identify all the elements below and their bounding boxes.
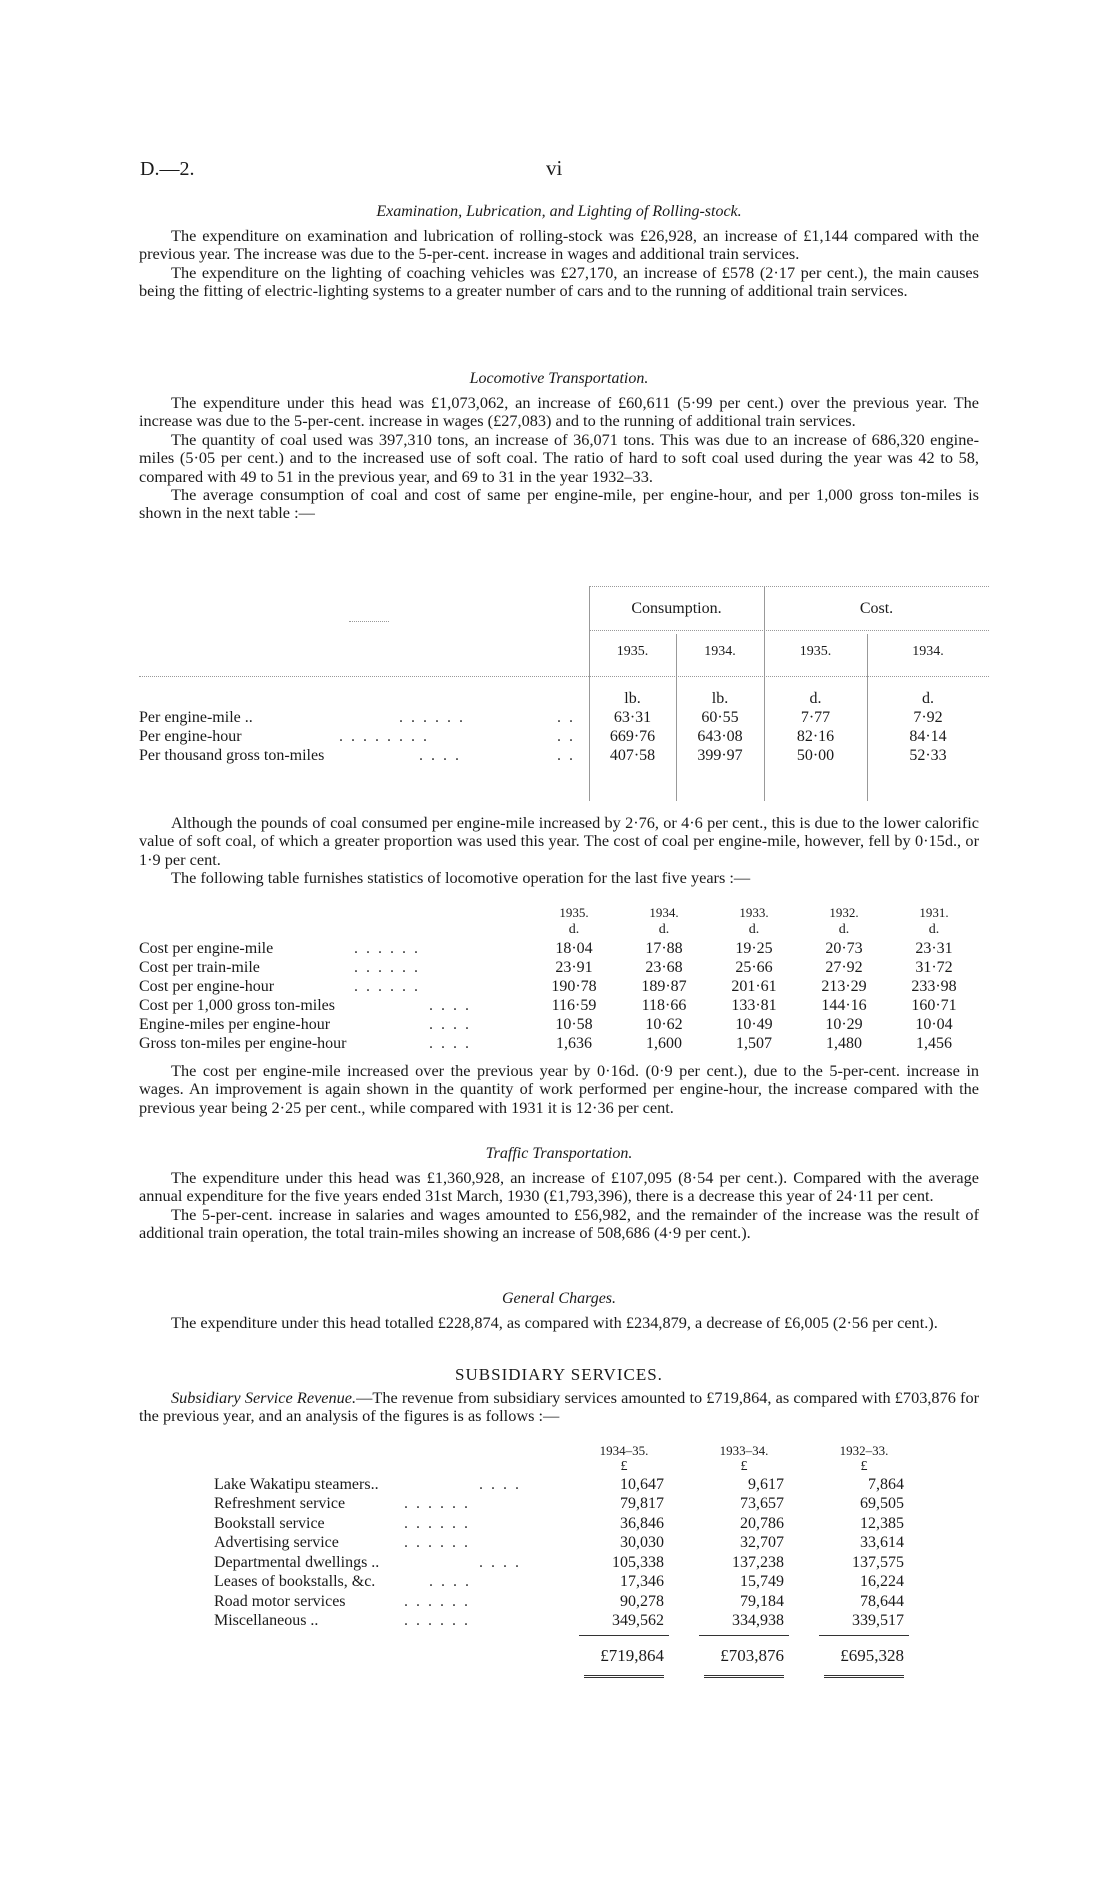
value-cell: 189·87	[641, 978, 687, 995]
dot-leader: . . . .	[429, 1035, 471, 1052]
section-rolling-stock	[139, 203, 979, 301]
value-cell: 12,385	[860, 1515, 904, 1532]
dot-leader: . . . . . .	[404, 1593, 470, 1610]
value-cell: 233·98	[911, 978, 957, 995]
year-header: 1931.	[919, 905, 949, 920]
unit-label: d.	[838, 922, 850, 937]
value-cell: 190·78	[551, 978, 597, 995]
unit-label: £	[740, 1459, 748, 1474]
value-cell: 36,846	[620, 1515, 664, 1532]
value-cell: 90,278	[620, 1593, 664, 1610]
dot-leader: . . . . . .	[354, 940, 420, 957]
value-cell: 116·59	[551, 997, 597, 1014]
locomotive-commentary	[139, 814, 979, 888]
value-cell: 399·97	[697, 747, 743, 764]
total-value: £703,876	[720, 1646, 784, 1665]
dot-leader: . . . .	[479, 1476, 521, 1493]
unit-label: d.	[809, 690, 822, 707]
dot-leader: . . . .	[429, 1016, 471, 1033]
value-cell: 79,817	[620, 1495, 664, 1512]
value-cell: 23·68	[645, 959, 683, 976]
dot-leader: . . . . . .	[404, 1495, 470, 1512]
dot-leader: . . . . . .	[354, 959, 420, 976]
year-header: 1935.	[616, 644, 649, 659]
value-cell: 63·31	[613, 709, 652, 726]
value-cell: 15,749	[740, 1573, 784, 1590]
dot-leader: . . . .	[429, 1573, 471, 1590]
value-cell: 1,456	[916, 1035, 952, 1052]
value-cell: 407·58	[609, 747, 656, 764]
double-rule	[584, 1675, 664, 1678]
section-general-charges	[139, 1290, 979, 1332]
value-cell: 643·08	[697, 728, 743, 745]
value-cell: 78,644	[860, 1593, 904, 1610]
paragraph: The expenditure on the lighting of coaching vehicles was £27,170, an increase of £578 (2·17 per cent.), the main causes being the fitting of electric-lighting systems to a greater number of cars and to the running of additional train services.	[139, 262, 979, 301]
consumption-group-header: Consumption.	[631, 600, 722, 617]
dot-leader: . .	[557, 728, 575, 745]
unit-label: d.	[568, 922, 580, 937]
value-cell: 84·14	[909, 728, 947, 745]
value-cell: 33,614	[860, 1534, 904, 1551]
value-cell: 133·81	[731, 997, 777, 1014]
paragraph	[139, 1389, 979, 1426]
dot-leader: . . . .	[419, 747, 461, 764]
total-rule	[579, 1635, 669, 1636]
value-cell: 10·62	[645, 1016, 683, 1033]
row-label: Advertising service	[214, 1534, 339, 1551]
row-label: Per thousand gross ton-miles	[139, 747, 325, 764]
row-label: Miscellaneous ..	[214, 1612, 319, 1629]
double-rule	[704, 1675, 784, 1678]
dot-leader: . . . .	[479, 1554, 521, 1571]
paragraph: Although the pounds of coal consumed per engine-mile increased by 2·76, or 4·6 per cent., this is due to the lower calorific value of soft coal, of which a greater proportion was used this year. The cost of coal per engine-mile, however, fell by 0·15d., or 1·9 per cent.	[139, 813, 979, 869]
value-cell: 16,224	[860, 1573, 904, 1590]
dot-leader: . . . . . . . .	[339, 728, 429, 745]
value-cell: 32,707	[740, 1534, 784, 1551]
total-value: £719,864	[600, 1646, 664, 1665]
unit-label: d.	[922, 690, 934, 707]
dot-leader: . . . . . .	[354, 978, 420, 995]
coal-consumption-table	[139, 586, 979, 816]
value-cell: 79,184	[740, 1593, 784, 1610]
dot-leader: . . . . . .	[404, 1515, 470, 1532]
section-subsidiary-services	[139, 1365, 979, 1426]
unit-label: d.	[928, 922, 940, 937]
row-label: Gross ton-miles per engine-hour	[139, 1035, 347, 1052]
value-cell: 1,600	[646, 1035, 682, 1052]
total-value: £695,328	[840, 1646, 904, 1665]
row-label: Per engine-mile ..	[139, 709, 253, 726]
value-cell: 19·25	[735, 940, 773, 957]
paragraph: The 5-per-cent. increase in salaries and wages amounted to £56,982, and the remainder of the increase was the result of additional train operation, the total train-miles showing an increase of 508,686 (4·9 per cent.).	[139, 1204, 979, 1243]
value-cell: 30,030	[620, 1534, 664, 1551]
value-cell: 73,657	[740, 1495, 784, 1512]
value-cell: 1,507	[736, 1035, 772, 1052]
value-cell: 105,338	[612, 1554, 664, 1571]
year-header: 1935.	[799, 644, 832, 659]
value-cell: 213·29	[821, 978, 867, 995]
dot-leader: . . . . . .	[404, 1612, 470, 1629]
dot-leader: . . . . . .	[404, 1534, 470, 1551]
section-heading: Locomotive Transportation.	[469, 370, 649, 387]
lead-phrase: Subsidiary Service Revenue.	[171, 1388, 357, 1407]
value-cell: 52·33	[909, 747, 947, 764]
paragraph-text: —The revenue from subsidiary services amounted to £719,864, as compared with £703,876 for the previous year, and an analysis of the figures is as follows :—	[139, 1388, 980, 1426]
value-cell: 7,864	[868, 1476, 904, 1493]
value-cell: 31·72	[915, 959, 953, 976]
value-cell: 10·29	[825, 1016, 863, 1033]
value-cell: 118·66	[641, 997, 687, 1014]
row-label: Cost per engine-mile	[139, 940, 274, 957]
value-cell: 201·61	[731, 978, 777, 995]
year-header: 1933–34.	[719, 1443, 769, 1458]
value-cell: 669·76	[609, 728, 656, 745]
dot-leader: . .	[557, 709, 575, 726]
row-label: Leases of bookstalls, &c.	[214, 1573, 376, 1590]
unit-label: lb.	[711, 690, 729, 707]
value-cell: 82·16	[796, 728, 835, 745]
value-cell: 10·04	[915, 1016, 953, 1033]
paragraph: The cost per engine-mile increased over the previous year by 0·16d. (0·9 per cent.), due to the 5-per-cent. increase in wages. An improvement is again shown in the quantity of work performed per engine-hour, the increase compared with the previous year being 2·25 per cent., while compared with 1931 it is 12·36 per cent.	[139, 1061, 979, 1117]
value-cell: 339,517	[852, 1612, 904, 1629]
year-header: 1934.	[649, 905, 679, 920]
document-code: D.—2.	[140, 158, 195, 180]
year-header: 1934–35.	[599, 1443, 649, 1458]
value-cell: 7·92	[913, 709, 943, 726]
value-cell: 10,647	[620, 1476, 664, 1493]
unit-label: d.	[748, 922, 760, 937]
year-header: 1934.	[912, 644, 944, 659]
section-heading: Examination, Lubrication, and Lighting of Rolling-stock.	[376, 203, 742, 220]
row-label: Cost per 1,000 gross ton-miles	[139, 997, 335, 1014]
year-header: 1934.	[704, 644, 736, 659]
value-cell: 137,238	[732, 1554, 784, 1571]
total-rule	[699, 1635, 789, 1636]
paragraph: The expenditure under this head totalled £228,874, as compared with £234,879, a decrease of £6,005 (2·56 per cent.).	[171, 1313, 938, 1332]
value-cell: 17,346	[620, 1573, 664, 1590]
value-cell: 334,938	[732, 1612, 784, 1629]
unit-label: £	[620, 1459, 628, 1474]
paragraph: The expenditure under this head was £1,360,928, an increase of £107,095 (8·54 per cent.). Compared with the average annual expenditure for the five years ended 31st March, 1930 (£1,793,396), there is a decrease this year of 24·11 per cent.	[139, 1168, 979, 1206]
row-label: Lake Wakatipu steamers..	[214, 1476, 379, 1493]
value-cell: 25·66	[735, 959, 773, 976]
value-cell: 17·88	[645, 940, 683, 957]
value-cell: 23·31	[915, 940, 953, 957]
section-heading: SUBSIDIARY SERVICES.	[455, 1365, 663, 1384]
value-cell: 23·91	[555, 959, 593, 976]
row-label: Bookstall service	[214, 1515, 325, 1532]
value-cell: 137,575	[852, 1554, 904, 1571]
dot-leader: . . . .	[429, 997, 471, 1014]
row-label: Cost per train-mile	[139, 959, 260, 976]
row-label: Road motor services	[214, 1593, 346, 1610]
row-label: Engine-miles per engine-hour	[139, 1016, 331, 1033]
row-label: Refreshment service	[214, 1495, 346, 1512]
value-cell: 1,480	[826, 1035, 862, 1052]
double-rule	[824, 1675, 904, 1678]
year-header: 1935.	[559, 905, 589, 920]
row-label: Per engine-hour	[139, 728, 242, 745]
dot-leader: . . . . . .	[399, 709, 465, 726]
value-cell: 69,505	[860, 1495, 904, 1512]
total-rule	[819, 1635, 909, 1636]
paragraph: The average consumption of coal and cost of same per engine-mile, per engine-hour, and per 1,000 gross ton-miles is shown in the next table :—	[139, 485, 979, 523]
value-cell: 160·71	[911, 997, 957, 1014]
section-heading: Traffic Transportation.	[485, 1145, 633, 1162]
value-cell: 20·73	[825, 940, 863, 957]
paragraph: The expenditure under this head was £1,073,062, an increase of £60,611 (5·99 per cent.) over the previous year. The increase was due to the 5-per-cent. increase in wages (£27,083) and to the running of additional train services.	[139, 393, 979, 431]
year-header: 1932–33.	[839, 1443, 889, 1458]
value-cell: 50·00	[796, 747, 835, 764]
locomotive-closing-paragraph	[139, 1062, 979, 1117]
unit-label: lb.	[624, 690, 641, 707]
paragraph: The quantity of coal used was 397,310 tons, an increase of 36,071 tons. This was due to an increase of 686,320 engine-miles (5·05 per cent.) and to the increased use of soft coal. The ratio of hard to soft coal used during the year was 42 to 58, compared with 49 to 51 in the previous year, and 69 to 31 in the year 1932–33.	[139, 429, 979, 486]
year-header: 1932.	[829, 905, 859, 920]
value-cell: 144·16	[821, 997, 867, 1014]
paragraph: The following table furnishes statistics of locomotive operation for the last five years :—	[171, 868, 751, 888]
unit-label: £	[860, 1459, 868, 1474]
value-cell: 9,617	[748, 1476, 784, 1493]
page-number: vi	[546, 156, 563, 180]
section-locomotive-transportation	[139, 370, 979, 523]
value-cell: 1,636	[556, 1035, 592, 1052]
value-cell: 60·55	[701, 709, 739, 726]
section-heading: General Charges.	[501, 1290, 617, 1307]
value-cell: 10·49	[735, 1016, 773, 1033]
paragraph: The expenditure on examination and lubrication of rolling-stock was £26,928, an increase of £1,144 compared with the previous year. The increase was due to the 5-per-cent. increase in wages and additional train services.	[139, 226, 979, 264]
row-label: Cost per engine-hour	[139, 978, 275, 995]
value-cell: 20,786	[740, 1515, 784, 1532]
value-cell: 27·92	[825, 959, 863, 976]
value-cell: 18·04	[555, 940, 593, 957]
cost-group-header: Cost.	[859, 600, 894, 617]
section-traffic-transportation	[139, 1145, 979, 1243]
value-cell: 7·77	[800, 709, 831, 726]
year-header: 1933.	[739, 905, 769, 920]
row-label: Departmental dwellings ..	[214, 1554, 380, 1571]
unit-label: d.	[658, 922, 670, 937]
value-cell: 10·58	[555, 1016, 593, 1033]
value-cell: 349,562	[612, 1612, 664, 1629]
dot-leader: . .	[557, 747, 575, 764]
